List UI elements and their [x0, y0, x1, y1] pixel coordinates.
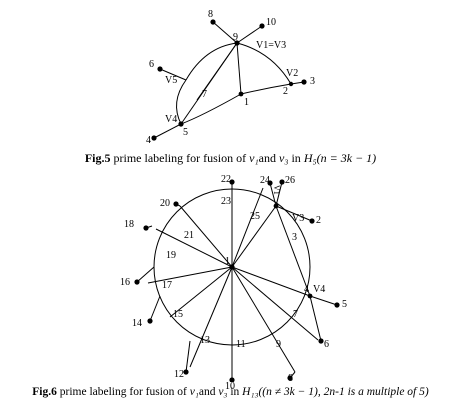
cycle-arc-v4-center — [181, 94, 241, 124]
label-3: 3 — [292, 232, 297, 243]
label-v3: V3 — [292, 213, 305, 224]
label-4: 4 — [304, 284, 309, 295]
vertex-v4 — [178, 121, 183, 126]
label-5: 5 — [183, 127, 188, 138]
label-16: 16 — [120, 277, 130, 288]
label-14: 14 — [132, 318, 142, 329]
label-23: 23 — [221, 196, 231, 207]
label-24: 24 — [260, 175, 270, 186]
label-v5: V5 — [165, 75, 178, 86]
label-13: 13 — [200, 335, 210, 346]
label-19: 19 — [166, 250, 176, 261]
label-4: 4 — [146, 135, 151, 146]
vertex-8 — [210, 19, 215, 24]
figure-6-caption: Fig.6 prime labeling for fusion of v₁and v₃ in H₁₃((n ≠ 3k − 1), 2n-1 is a multiple of 5) — [32, 386, 429, 398]
label-v1: V1 — [272, 185, 281, 195]
label-7: 7 — [202, 89, 207, 100]
label-1: 1 — [225, 256, 230, 267]
vertex-3 — [301, 79, 306, 84]
label-8: 8 — [208, 9, 213, 20]
label-v4: V4 — [165, 114, 178, 125]
label-v1-eq-v3: V1=V3 — [256, 40, 287, 51]
cycle-arc-v5-v1 — [186, 43, 237, 80]
pendant-4 — [154, 124, 181, 138]
figure-6-graph — [0, 168, 461, 382]
label-26: 26 — [285, 175, 295, 186]
label-9: 9 — [233, 32, 238, 43]
label-10: 10 — [225, 381, 235, 392]
vertex-4 — [151, 135, 156, 140]
label-15: 15 — [173, 309, 183, 320]
vertex-v2 — [289, 82, 293, 86]
vertex-10 — [259, 23, 264, 28]
label-1: 1 — [244, 97, 249, 108]
label-12: 12 — [174, 369, 184, 380]
label-20: 20 — [160, 198, 170, 209]
label-10: 10 — [266, 17, 276, 28]
vertex-center-1 — [239, 92, 244, 97]
label-6: 6 — [149, 59, 154, 70]
label-2: 2 — [283, 86, 288, 97]
label-22: 22 — [221, 174, 231, 185]
label-8: 8 — [288, 373, 293, 382]
label-6: 6 — [324, 339, 329, 350]
label-5: 5 — [342, 299, 347, 310]
label-21: 21 — [184, 230, 194, 241]
label-v4: V4 — [313, 284, 326, 295]
label-11: 11 — [236, 339, 246, 350]
edge-v1-center — [237, 43, 241, 94]
label-7: 7 — [293, 309, 298, 320]
figure-5-caption: Fig.5 prime labeling for fusion of v₁and v₃ in H₅(n = 3k − 1) — [84, 151, 377, 165]
figure-5-graph — [0, 0, 461, 170]
label-3: 3 — [310, 76, 315, 87]
label-17: 17 — [162, 280, 172, 291]
label-9: 9 — [276, 339, 281, 350]
label-2: 2 — [316, 215, 321, 226]
label-18: 18 — [124, 219, 134, 230]
label-v2: V2 — [286, 68, 299, 79]
vertex-6 — [157, 66, 162, 71]
label-25: 25 — [250, 211, 260, 222]
cycle-arc-v5-v4 — [177, 80, 186, 124]
